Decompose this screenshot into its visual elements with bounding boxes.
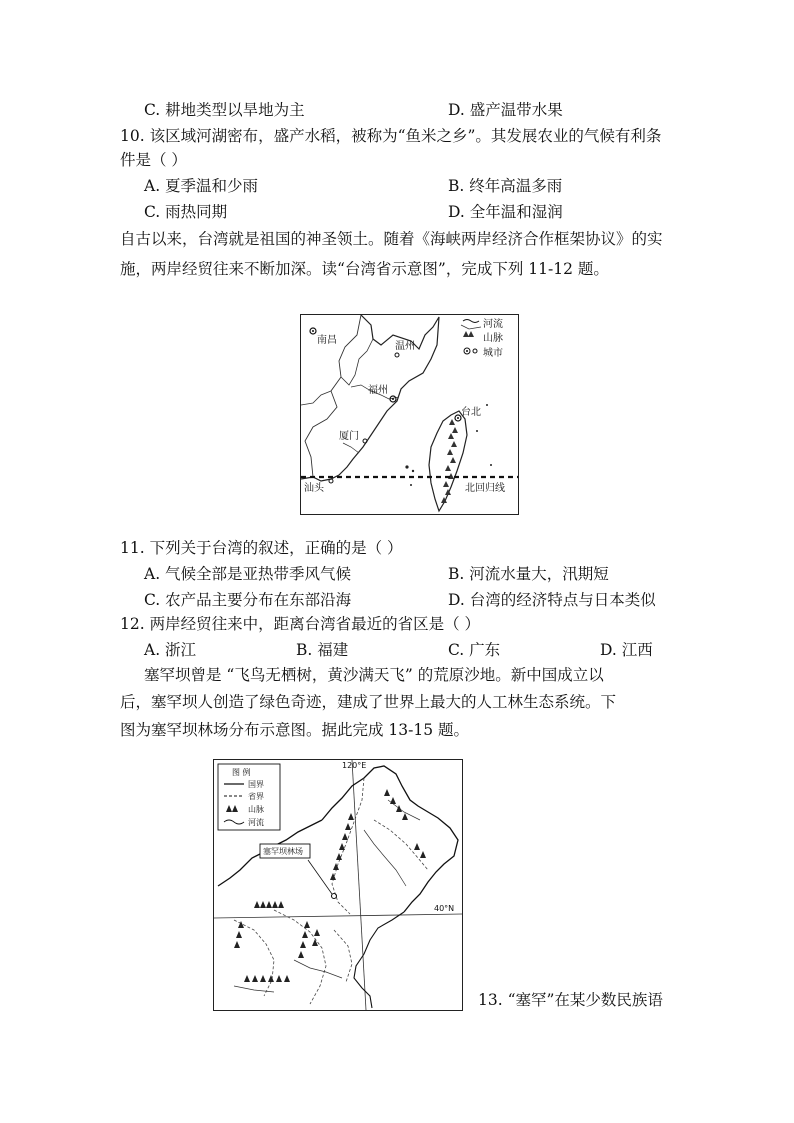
saihanba-intro-line1: 塞罕坝曾是 “飞鸟无栖树，黄沙满天飞” 的荒原沙地。新中国成立以: [144, 666, 604, 684]
saihanba-intro-line2: 后，塞罕坝人创造了绿色奇迹，建成了世界上最大的人工林生态系统。下: [120, 693, 617, 711]
q12-option-c: C. 广东: [448, 641, 501, 659]
city-label-wenzhou: 温州: [395, 341, 415, 352]
city-label-fuzhou: 福州: [368, 385, 388, 396]
q11-option-b: B. 河流水量大，汛期短: [448, 565, 609, 583]
q9-option-c: C. 耕地类型以旱地为主: [144, 101, 305, 119]
q10-option-b: B. 终年高温多雨: [448, 177, 563, 195]
saihanba-map: [213, 759, 463, 1011]
legend-provincial-border: 省界: [248, 792, 264, 801]
q11-option-a: A. 气候全部是亚热带季风气候: [144, 565, 352, 583]
q10-option-c: C. 雨热同期: [144, 203, 228, 221]
legend-city-label: 城市: [483, 348, 503, 359]
q11-option-d: D. 台湾的经济特点与日本类似: [448, 591, 656, 609]
q10-option-a: A. 夏季温和少雨: [144, 177, 259, 195]
city-label-shantou: 汕头: [304, 483, 324, 494]
city-label-xiamen: 厦门: [339, 431, 359, 442]
longitude-label: 120°E: [342, 761, 367, 770]
city-label-nanchang: 南昌: [317, 335, 337, 346]
saihanba-intro-line3: 图为塞罕坝林场分布示意图。据此完成 13-15 题。: [120, 721, 470, 739]
q11-option-c: C. 农产品主要分布在东部沿海: [144, 591, 352, 609]
legend-national-border: 国界: [248, 780, 264, 789]
saihanba-site-label: 塞罕坝林场: [263, 847, 303, 856]
q13-stem-start: 13. “塞罕”在某少数民族语: [478, 991, 663, 1009]
q12-option-b: B. 福建: [296, 641, 349, 659]
city-label-taibei: 台北: [461, 407, 481, 418]
legend-river-label: 河流: [483, 319, 503, 330]
legend-mountain: 山脉: [248, 805, 264, 814]
legend-mountain-label: 山脉: [483, 333, 503, 344]
taiwan-intro-line2: 施，两岸经贸往来不断加深。读“台湾省示意图”，完成下列 11-12 题。: [120, 260, 609, 278]
q10-stem-line2: 件是（ ）: [120, 151, 187, 169]
q10-stem-line1: 10. 该区域河湖密布，盛产水稻，被称为“鱼米之乡”。其发展农业的气候有利条: [120, 127, 662, 145]
q12-option-d: D. 江西: [600, 641, 653, 659]
taiwan-map: [300, 314, 519, 515]
q10-option-d: D. 全年温和湿润: [448, 203, 563, 221]
q12-stem: 12. 两岸经贸往来中，距离台湾省最近的省区是（ ）: [120, 615, 481, 633]
q11-stem: 11. 下列关于台湾的叙述，正确的是（ ）: [120, 539, 403, 557]
q12-option-a: A. 浙江: [144, 641, 197, 659]
legend-title: 图 例: [232, 768, 251, 777]
taiwan-intro-line1: 自古以来，台湾就是祖国的神圣领土。随着《海峡两岸经济合作框架协议》的实: [120, 230, 663, 248]
latitude-label: 40°N: [434, 904, 455, 913]
q9-option-d: D. 盛产温带水果: [448, 101, 563, 119]
legend-river: 河流: [248, 818, 264, 827]
tropic-of-cancer-label: 北回归线: [465, 483, 505, 494]
